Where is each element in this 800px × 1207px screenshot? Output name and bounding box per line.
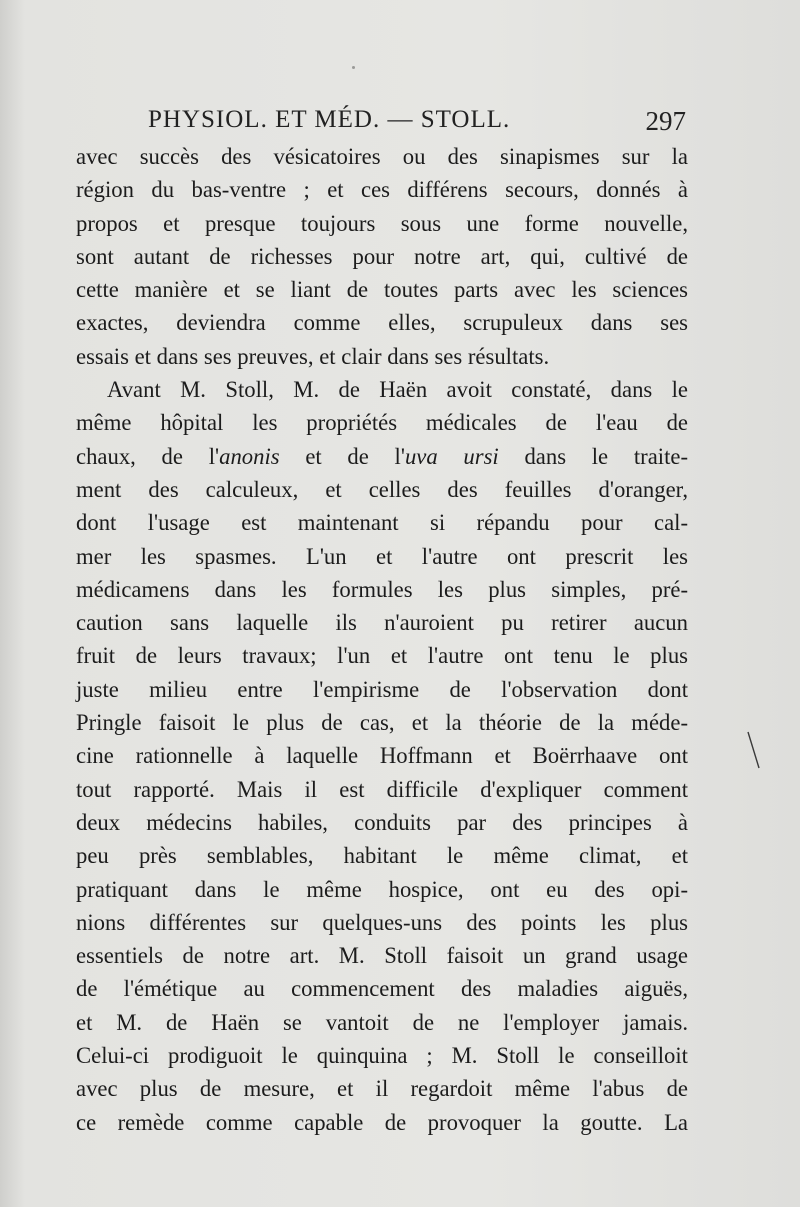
text-line: médicamens dans les formules les plus simples, pré-: [76, 576, 688, 602]
text-line: nions différentes sur quelques-uns des points les plus: [76, 909, 688, 935]
text-line: tout rapporté. Mais il est difficile d'expliquer comment: [76, 776, 688, 802]
running-title: PHYSIOL. ET MÉD. — STOLL.: [148, 106, 511, 133]
text-line: de l'émétique au commencement des maladies aiguës,: [76, 976, 688, 1002]
text-line: et M. de Haën se vantoit de ne l'employer jamais.: [76, 1009, 688, 1035]
paragraph-continued: [76, 140, 688, 373]
text-line-with-italics: [76, 440, 688, 473]
text-line: pratiquant dans le même hospice, ont eu des opi-: [76, 876, 688, 902]
text-line: ce remède comme capable de provoquer la goutte. La: [76, 1109, 688, 1135]
text-line: Celui-ci prodiguoit le quinquina ; M. Stoll le conseilloit: [76, 1043, 688, 1069]
page-number: 297: [645, 106, 686, 136]
text-line: ment des calculeux, et celles des feuilles d'oranger,: [76, 476, 688, 502]
italic-term-uva-ursi: uva ursi: [404, 443, 499, 469]
text-line: Pringle faisoit le plus de cas, et la théorie de la méde-: [76, 710, 688, 736]
text-line: Avant M. Stoll, M. de Haën avoit constaté, dans le: [107, 377, 688, 403]
text-line: même hôpital les propriétés médicales de l'eau de: [76, 410, 688, 436]
text-segment: dans le traite-: [498, 443, 689, 469]
text-line: propos et presque toujours sous une forme nouvelle,: [76, 210, 688, 236]
text-segment: chaux, de l': [76, 443, 220, 469]
text-line: essais et dans ses preuves, et clair dans ses résultats.: [76, 343, 550, 369]
text-line: exactes, deviendra comme elles, scrupuleux dans ses: [76, 310, 688, 336]
text-line: fruit de leurs travaux; l'un et l'autre ont tenu le plus: [76, 643, 688, 669]
text-line: sont autant de richesses pour notre art, qui, cultivé de: [76, 243, 688, 269]
body-text: [76, 140, 688, 1139]
text-line: essentiels de notre art. M. Stoll faisoit un grand usage: [76, 943, 688, 969]
text-segment: et de l': [279, 443, 405, 469]
text-line: mer les spasmes. L'un et l'autre ont prescrit les: [76, 543, 688, 569]
page-header: [148, 106, 686, 140]
paragraph-stoll-haen: [76, 373, 688, 1139]
text-line: région du bas-ventre ; et ces différens secours, donnés à: [76, 177, 688, 203]
margin-pencil-mark: [746, 730, 762, 772]
text-line: juste milieu entre l'empirisme de l'observation dont: [76, 676, 688, 702]
text-line: avec plus de mesure, et il regardoit même l'abus de: [76, 1076, 688, 1102]
text-line: avec succès des vésicatoires ou des sinapismes sur la: [76, 144, 688, 169]
text-line: cine rationnelle à laquelle Hoffmann et Boërrhaave ont: [76, 743, 688, 769]
text-line: peu près semblables, habitant le même climat, et: [76, 843, 688, 869]
text-line: caution sans laquelle ils n'auroient pu retirer aucun: [76, 610, 688, 636]
text-line: deux médecins habiles, conduits par des principes à: [76, 809, 688, 835]
italic-term-anonis: anonis: [219, 443, 280, 469]
text-line: dont l'usage est maintenant si répandu pour cal-: [76, 510, 688, 536]
paper-speck: [352, 66, 355, 69]
text-line: cette manière et se liant de toutes parts avec les sciences: [76, 277, 688, 303]
